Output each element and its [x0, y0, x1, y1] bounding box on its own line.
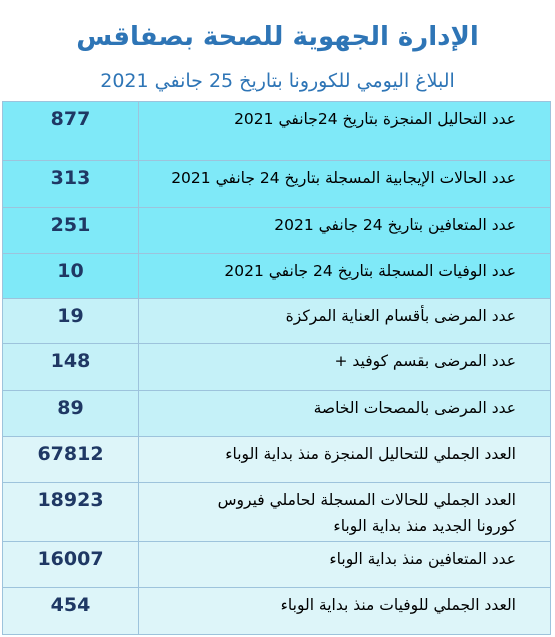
table-row	[3, 208, 551, 254]
stat-label: العدد الجملي للحالات المسجلة لحاملي فيروس كورونا الجديد منذ بداية الوباء	[139, 483, 551, 542]
stat-label: عدد المتعافين منذ بداية الوباء	[139, 542, 551, 588]
stat-label: العدد الجملي للوفيات منذ بداية الوباء	[139, 588, 551, 635]
stat-label: عدد المتعافين بتاريخ 24 جانفي 2021	[139, 208, 551, 254]
stat-value: 454	[3, 588, 139, 635]
stat-value: 18923	[3, 483, 139, 542]
table-row	[3, 344, 551, 391]
stat-label: عدد المرضى بالمصحات الخاصة	[139, 391, 551, 437]
stat-value: 67812	[3, 437, 139, 483]
stat-label: عدد الحالات الإيجابية المسجلة بتاريخ 24 جانفي 2021	[139, 161, 551, 208]
page-subtitle: البلاغ اليومي للكورونا بتاريخ 25 جانفي 2021	[100, 70, 455, 92]
table-row	[3, 542, 551, 588]
table-row	[3, 588, 551, 635]
stat-label: عدد المرضى بأقسام العناية المركزة	[139, 299, 551, 344]
stat-label: العدد الجملي للتحاليل المنجزة منذ بداية الوباء	[139, 437, 551, 483]
table-row	[3, 299, 551, 344]
stat-value: 16007	[3, 542, 139, 588]
stat-value: 877	[3, 102, 139, 161]
table-row	[3, 391, 551, 437]
stat-value: 148	[3, 344, 139, 391]
stat-value: 10	[3, 254, 139, 299]
stat-label: عدد المرضى بقسم كوفيد +	[139, 344, 551, 391]
table-row	[3, 102, 551, 161]
table-row	[3, 161, 551, 208]
stat-value: 251	[3, 208, 139, 254]
table-row	[3, 254, 551, 299]
stat-value: 313	[3, 161, 139, 208]
stat-value: 19	[3, 299, 139, 344]
table-row	[3, 437, 551, 483]
stat-label: عدد التحاليل المنجزة بتاريخ 24جانفي 2021	[139, 102, 551, 161]
stat-value: 89	[3, 391, 139, 437]
statistics-table	[2, 101, 551, 635]
page-title: الإدارة الجهوية للصحة بصفاقس	[76, 22, 479, 52]
table-row	[3, 483, 551, 542]
stat-label: عدد الوفيات المسجلة بتاريخ 24 جانفي 2021	[139, 254, 551, 299]
